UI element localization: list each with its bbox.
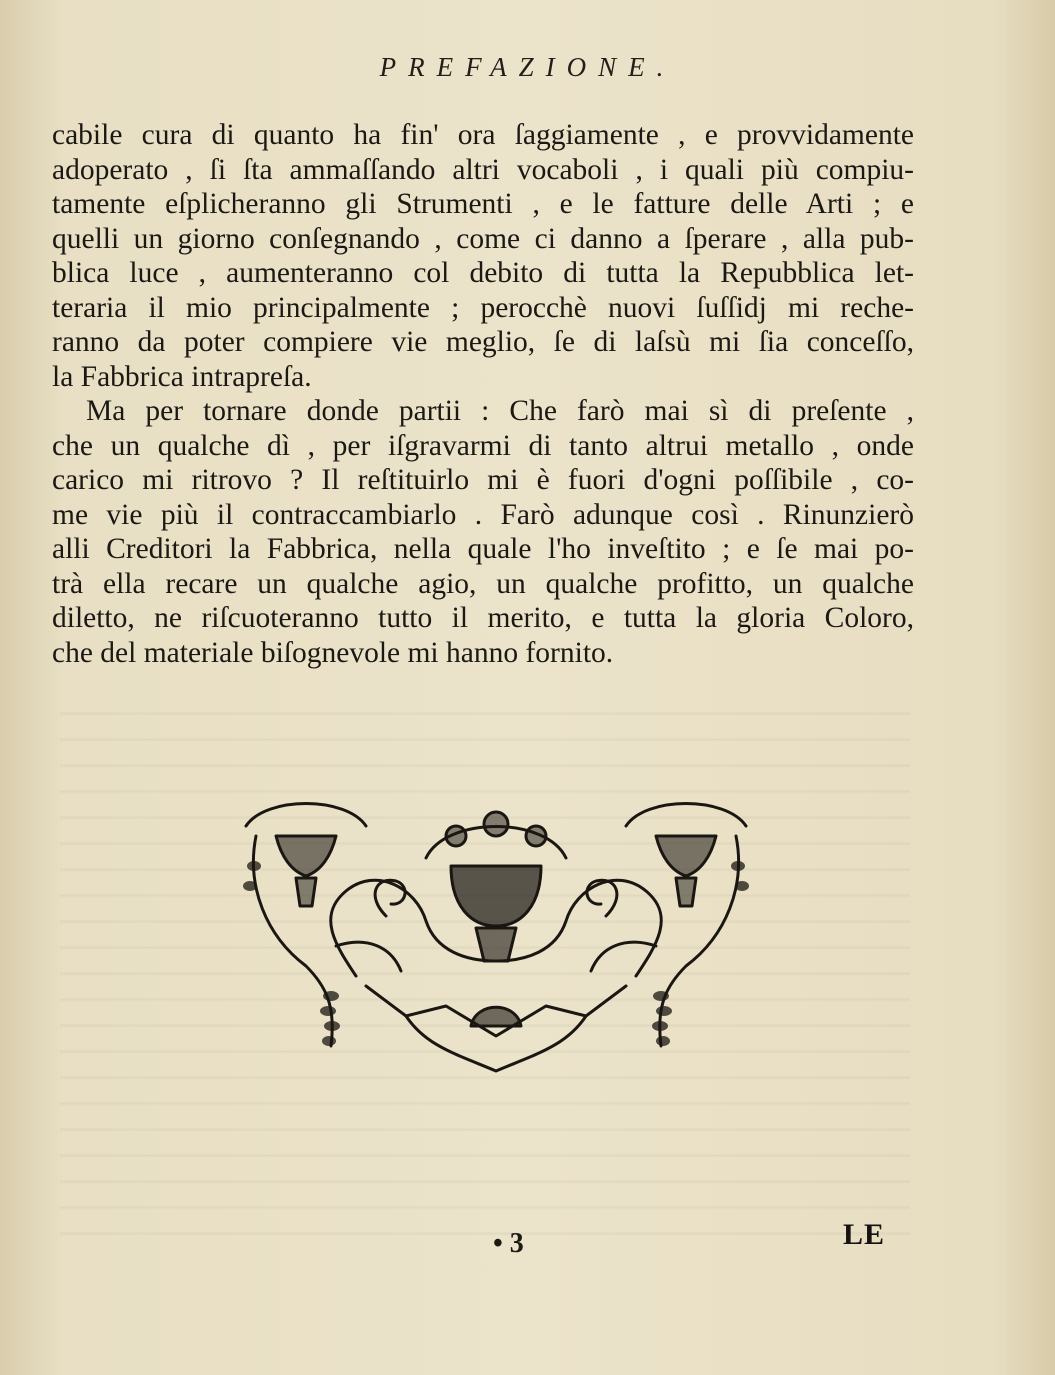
text-line: la Fabbrica intrapreſa. xyxy=(52,360,312,393)
signature-mark: • 3 xyxy=(493,1228,524,1259)
text-line: me vie più il contraccambiarlo . Farò adunque così . Rinunzierò xyxy=(52,498,914,531)
text-line: ranno da poter compiere vie meglio, ſe di laſsù mi ſia conceſſo, xyxy=(52,326,914,358)
text-line: tamente eſplicheranno gli Strumenti , e le fatture delle Arti ; e xyxy=(52,188,914,220)
text-line: Ma per tornare donde partii : Che farò mai sì di preſente , xyxy=(86,395,914,427)
text-line: quelli un giorno conſegnando , come ci danno a ſperare , alla pub- xyxy=(52,222,914,255)
text-line: adoperato , ſi ſta ammaſſando altri vocaboli , i quali più compiu- xyxy=(52,153,914,186)
tailpiece-ornament xyxy=(236,796,756,1086)
body-text xyxy=(52,118,914,670)
text-line: che un qualche dì , per iſgravarmi di tanto altrui metallo , onde xyxy=(52,429,914,462)
text-line: teraria il mio principalmente ; perocchè nuovi ſuſſidj mi reche- xyxy=(52,291,914,324)
text-line: alli Creditori la Fabbrica, nella quale l'ho inveſtito ; e ſe mai po- xyxy=(52,533,914,565)
running-head: PREFAZIONE. xyxy=(379,52,676,82)
text-line: carico mi ritrovo ? Il reſtituirlo mi è fuori d'ogni poſſibile , co- xyxy=(52,464,914,496)
catchword: LE xyxy=(843,1218,886,1251)
text-line: che del materiale biſognevole mi hanno fornito. xyxy=(52,636,614,669)
text-line: cabile cura di quanto ha fin' ora ſaggiamente , e provvidamente xyxy=(52,119,914,151)
text-line: trà ella recare un qualche agio, un qualche profitto, un qualche xyxy=(52,567,914,600)
text-line: blica luce , aumenteranno col debito di tutta la Repubblica let- xyxy=(52,257,914,289)
text-line: diletto, ne riſcuoteranno tutto il merito, e tutta la gloria Coloro, xyxy=(52,602,914,634)
